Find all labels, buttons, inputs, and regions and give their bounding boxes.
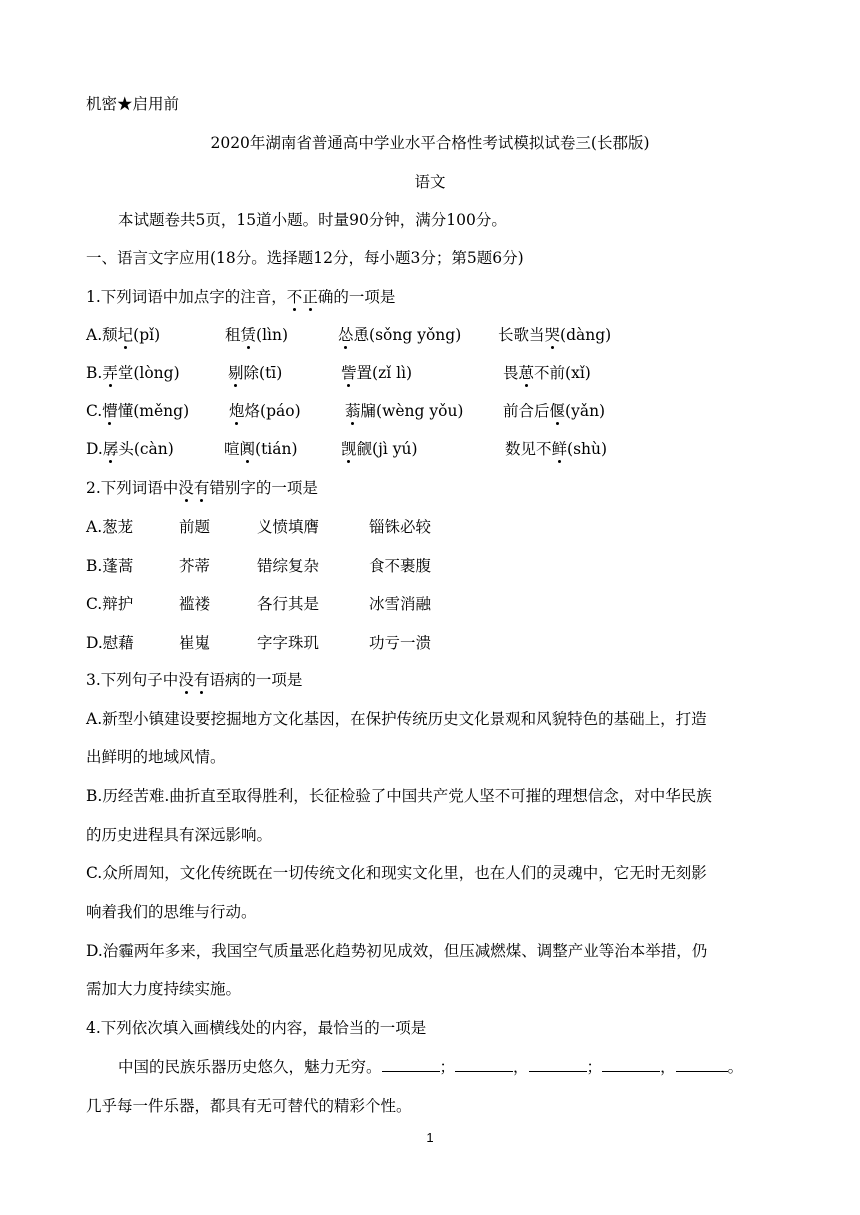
- fill-blank-3[interactable]: [529, 1057, 587, 1072]
- exam-intro: 本试题卷共5页，15道小题。时量90分钟，满分100分。: [118, 211, 507, 229]
- question-1-stem: 1.下列词语中加点字的注音，不正确的一项是: [86, 288, 396, 306]
- section-heading: 一、语言文字应用(18分。选择题12分，每小题3分；第5题6分): [86, 249, 524, 267]
- question-2-stem: 2.下列词语中没有错别字的一项是: [86, 479, 318, 497]
- fill-blank-2[interactable]: [455, 1057, 513, 1072]
- question-3-stem: 3.下列句子中没有语病的一项是: [86, 671, 303, 689]
- question-4-passage: 中国的民族乐器历史悠久，魅力无穷。 ； ， ； ， 。: [118, 1058, 744, 1076]
- confidential-label: 机密★启用前: [86, 95, 180, 113]
- fill-blank-4[interactable]: [602, 1057, 660, 1072]
- exam-title: 2020年湖南省普通高中学业水平合格性考试模拟试卷三(长郡版): [210, 134, 650, 152]
- subject-title: 语文: [414, 173, 446, 191]
- exam-page: 机密★启用前 2020年湖南省普通高中学业水平合格性考试模拟试卷三(长郡版) 语文 本试题卷共5页，15道小题。时量90分钟，满分100分。 一、语言文字应用(18分。选择题12分，每小题3分；第5题6分) 1.下列词语中加点字的注音，不正确的一项是 A.颓圮(pǐ) 租赁(lìn) 怂恿(sǒng yǒng) 长歌当哭(dàng) B.弄堂(lòng) 剔除(tī) 訾置(zǐ lì) 畏葸不前(xǐ) C.懵懂(měng) 炮烙(páo) 蓊牖(wèng yǒu) 前合后偃(yǎn) D.孱头(càn) 喧阗(tián) 觊觎(jì yú) 数见不鲜(shù) 2.下列词语中没有错别字的一项是 A.葱茏 前题 义愤填膺 锱铢必较 B.蓬蒿 芥蒂 错综复杂 食不裹腹 C.辩护 褴褛 各行其是 冰雪消融 D.慰藉 崔嵬 字字珠玑 功亏一溃 3.下列句子中没有语病的一项是 A.新型小镇建设要挖掘地方文化基因，在保护传统历史文化景观和风貌特色的基础上，打造 出鲜明的地域风情。 B.历经苦难.曲折直至取得胜利，长征检验了中国共产党人坚不可摧的理想信念，对中华民族 的历史进程具有深远影响。 C.众所周知，文化传统既在一切传统文化和现实文化里，也在人们的灵魂中，它无时无刻影 响着我们的思维与行动。 D.治霾两年多来，我国空气质量恶化趋势初见成效，但压减燃煤、调整产业等治本举措，仍 需加大力度持续实施。 4.下列依次填入画横线处的内容，最恰当的一项是 中国的民族乐器历史悠久，魅力无穷。 ； ， ； ， 。 几乎每一件乐器，都具有无可替代的精彩个性。 1: [0, 0, 860, 1215]
- question-4-stem: 4.下列依次填入画横线处的内容，最恰当的一项是: [86, 1019, 427, 1037]
- fill-blank-1[interactable]: [382, 1057, 440, 1072]
- page-number: 1: [426, 1130, 434, 1145]
- fill-blank-5[interactable]: [676, 1057, 728, 1072]
- question-4-passage-end: 几乎每一件乐器，都具有无可替代的精彩个性。: [86, 1097, 412, 1115]
